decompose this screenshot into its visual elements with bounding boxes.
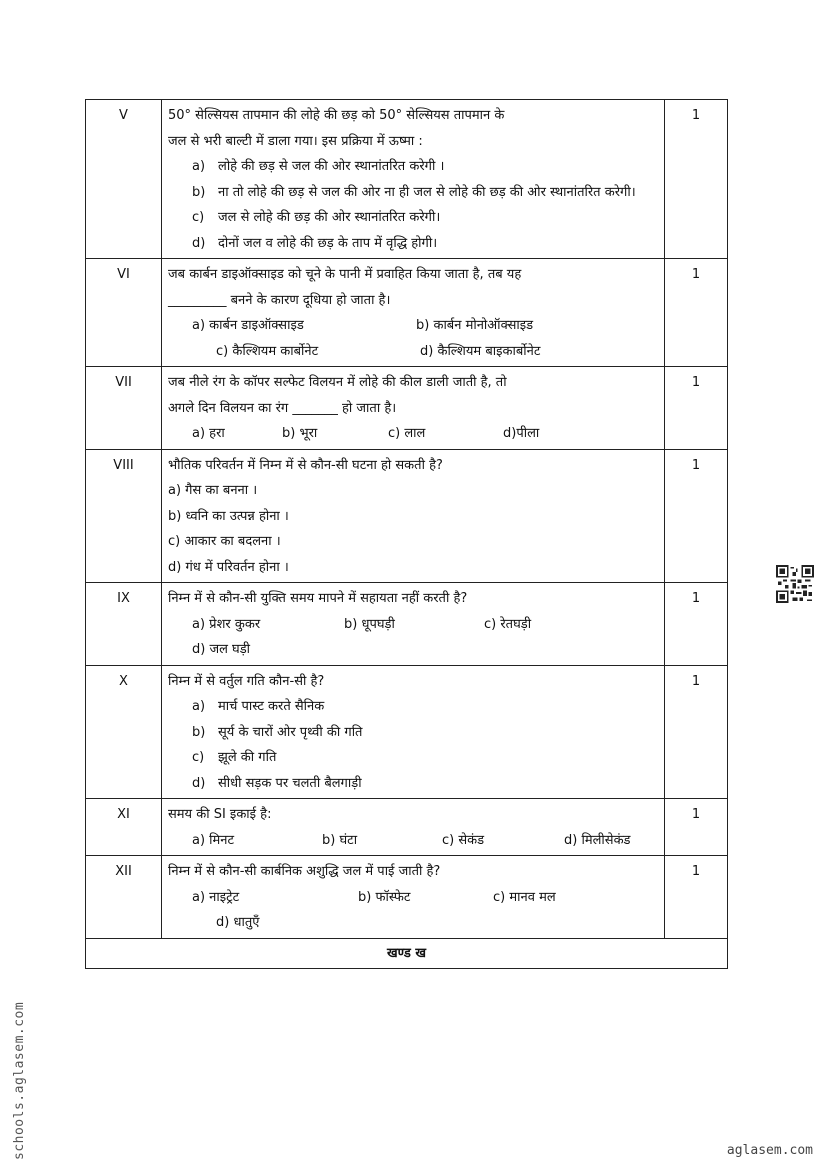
option — [168, 205, 658, 231]
option: c) लाल — [388, 426, 426, 441]
option: a) गैस का बनना । — [168, 483, 258, 498]
option-text: दोनों जल व लोहे की छड़ के ताप में वृद्धि होगी। — [218, 235, 438, 251]
question-number: VII — [86, 367, 162, 450]
question-number: X — [86, 665, 162, 799]
question-text: जब नीले रंग के कॉपर सल्फेट विलयन में लोहे की कील डाली जाती है, तो — [168, 375, 507, 390]
question-marks: 1 — [665, 367, 728, 450]
option: c) रेतघड़ी — [484, 616, 532, 632]
option-row — [168, 910, 658, 936]
question-marks: 1 — [665, 856, 728, 939]
question-number: XII — [86, 856, 162, 939]
option-label: a) — [192, 159, 206, 174]
question-row-xii — [86, 856, 728, 939]
option: b) भूरा — [282, 426, 318, 441]
option: d) मिलीसेकंड — [564, 832, 631, 848]
question-number: XI — [86, 799, 162, 856]
option — [168, 231, 658, 257]
option — [168, 720, 658, 746]
option-text: सीधी सड़क पर चलती बैलगाड़ी — [218, 775, 362, 791]
question-number: V — [86, 100, 162, 259]
option — [168, 771, 658, 797]
question-marks: 1 — [665, 583, 728, 666]
option-row — [168, 612, 658, 638]
question-text: निम्न में से कौन-सी युक्ति समय मापने में सहायता नहीं करती है? — [168, 591, 468, 606]
question-row-viii — [86, 449, 728, 583]
section-row — [86, 938, 728, 969]
option: b) फॉस्फेट — [358, 889, 411, 905]
question-number: IX — [86, 583, 162, 666]
option-text: सूर्य के चारों ओर पृथ्वी की गति — [218, 724, 363, 740]
option — [168, 745, 658, 771]
option: d) जल घड़ी — [192, 642, 251, 657]
option: d) धातुएँ — [216, 915, 260, 930]
option: c) आकार का बदलना । — [168, 534, 281, 549]
option-text: ना तो लोहे की छड़ से जल की ओर ना ही जल से लोहे की छड़ की ओर स्थानांतरित करेगी। — [218, 184, 636, 200]
question-marks: 1 — [665, 665, 728, 799]
option-row — [168, 828, 658, 854]
question-row-xi — [86, 799, 728, 856]
question-marks: 1 — [665, 100, 728, 259]
option: b) कार्बन मोनोऑक्साइड — [416, 318, 534, 333]
question-body — [162, 583, 665, 666]
question-body — [162, 856, 665, 939]
question-row-v — [86, 100, 728, 259]
option: b) घंटा — [322, 832, 358, 848]
option-row — [168, 637, 658, 663]
question-row-vii — [86, 367, 728, 450]
option: b) ध्वनि का उत्पन्न होना । — [168, 508, 289, 524]
option — [168, 154, 658, 180]
option-row — [168, 885, 658, 911]
option-text: लोहे की छड़ से जल की ओर स्थानांतरित करेगी । — [218, 159, 445, 174]
question-marks: 1 — [665, 799, 728, 856]
bottom-watermark: aglasem.com — [726, 1143, 813, 1158]
option: a) कार्बन डाइऑक्साइड — [192, 318, 304, 333]
question-body — [162, 449, 665, 583]
side-watermark: schools.aglasem.com — [12, 1001, 27, 1160]
option — [168, 694, 658, 720]
question-row-x — [86, 665, 728, 799]
question-text: जब कार्बन डाइऑक्साइड को चूने के पानी में प्रवाहित किया जाता है, तब यह — [168, 267, 522, 282]
option-label: c) — [192, 750, 205, 765]
option-label: c) — [192, 210, 205, 225]
option: d)पीला — [503, 426, 540, 441]
question-text: _________ बनने के कारण दूधिया हो जाता है। — [168, 292, 391, 308]
option-label: a) — [192, 699, 206, 714]
question-text: 50° सेल्सियस तापमान की लोहे की छड़ को 50° सेल्सियस तापमान के — [168, 108, 505, 123]
option: c) सेकंड — [442, 832, 485, 848]
option — [168, 180, 658, 206]
option-row — [168, 421, 658, 447]
option-text: जल से लोहे की छड़ की ओर स्थानांतरित करेगी। — [218, 210, 441, 225]
question-row-ix — [86, 583, 728, 666]
question-marks: 1 — [665, 259, 728, 367]
section-title: खण्ड ख — [86, 938, 728, 969]
question-number: VI — [86, 259, 162, 367]
option: d) गंध में परिवर्तन होना । — [168, 559, 289, 575]
question-text: जल से भरी बाल्टी में डाला गया। इस प्रक्रिया में ऊष्मा : — [168, 133, 423, 149]
question-text: समय की SI इकाई है: — [168, 807, 272, 822]
question-body — [162, 259, 665, 367]
option: d) कैल्शियम बाइकार्बोनेट — [420, 343, 541, 359]
question-body — [162, 665, 665, 799]
question-number: VIII — [86, 449, 162, 583]
option-label: d) — [192, 775, 206, 791]
option: c) कैल्शियम कार्बोनेट — [216, 343, 319, 359]
question-text: निम्न में से कौन-सी कार्बनिक अशुद्धि जल में पाई जाती है? — [168, 864, 441, 879]
question-body — [162, 100, 665, 259]
option: a) नाइट्रेट — [192, 889, 240, 905]
option-label: d) — [192, 235, 206, 251]
question-text: भौतिक परिवर्तन में निम्न में से कौन-सी घटना हो सकती है? — [168, 457, 443, 473]
question-marks: 1 — [665, 449, 728, 583]
question-body — [162, 799, 665, 856]
option-text: झूले की गति — [218, 750, 277, 765]
question-text: अगले दिन विलयन का रंग _______ हो जाता है। — [168, 400, 397, 416]
question-text: निम्न में से वर्तुल गति कौन-सी है? — [168, 673, 325, 689]
option-label: b) — [192, 184, 206, 200]
qr-code-icon — [776, 565, 814, 603]
question-body — [162, 367, 665, 450]
option: a) हरा — [192, 426, 225, 441]
question-table — [85, 99, 728, 969]
option-text: मार्च पास्ट करते सैनिक — [218, 699, 325, 714]
option-label: b) — [192, 724, 206, 740]
option: a) मिनट — [192, 832, 235, 848]
option-row — [168, 313, 658, 339]
option: b) धूपघड़ी — [344, 616, 395, 632]
question-row-vi — [86, 259, 728, 367]
option: c) मानव मल — [493, 889, 556, 905]
option-row — [168, 339, 658, 365]
option: a) प्रेशर कुकर — [192, 616, 261, 632]
